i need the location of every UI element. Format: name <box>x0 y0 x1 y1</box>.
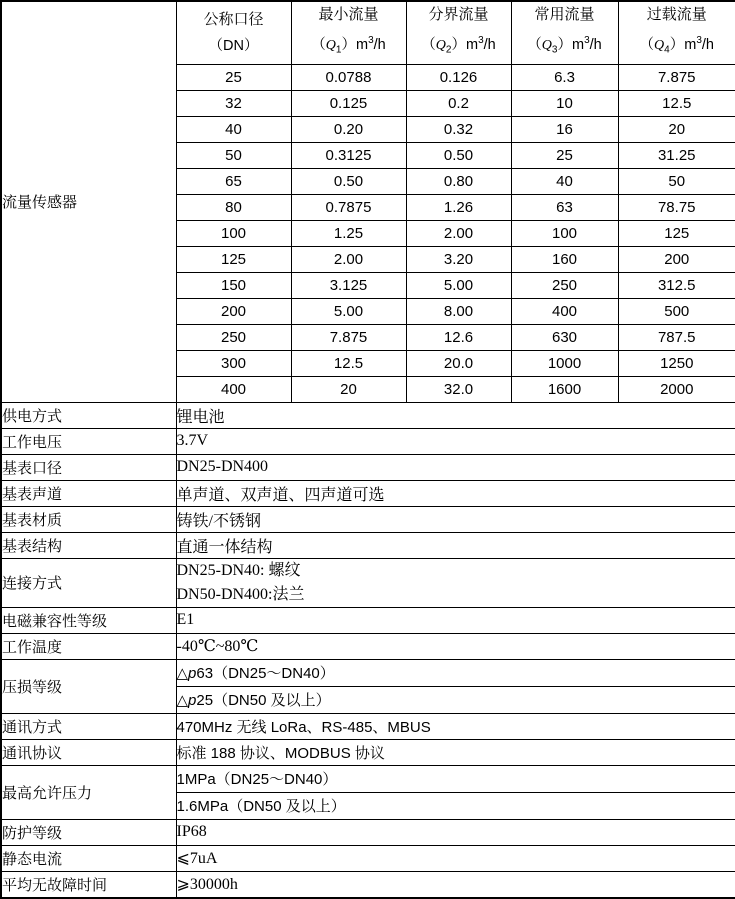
spec-value-base-meter-material: 铸铁/不锈钢 <box>176 506 735 532</box>
flow-cell: 63 <box>511 194 618 220</box>
col-header-unit: $(Q_3)m^3/h$ <box>527 35 602 56</box>
flow-cell: 312.5 <box>618 272 735 298</box>
spec-label-pressure-loss-grade: 压损等级 <box>1 659 176 713</box>
flow-cell: 6.3 <box>511 64 618 90</box>
spec-value-max-allowed-pressure-0: 1MPa（DN25～DN40） <box>176 765 735 792</box>
flow-cell: 7.875 <box>291 324 406 350</box>
flow-cell: 0.50 <box>291 168 406 194</box>
spec-row-communication-method <box>1 713 735 739</box>
flow-cell: 0.126 <box>406 64 511 90</box>
spec-value-static-current: ⩽7uA <box>176 845 735 871</box>
flow-cell: 12.6 <box>406 324 511 350</box>
col-header-1 <box>291 1 406 64</box>
flow-cell: 250 <box>176 324 291 350</box>
spec-value-line: DN50-DN400:法兰 <box>176 585 305 603</box>
flow-cell: 160 <box>511 246 618 272</box>
flow-cell: 1000 <box>511 350 618 376</box>
flow-cell: 80 <box>176 194 291 220</box>
spec-value-pressure-loss-grade-0: △p63（DN25～DN40） <box>176 659 735 686</box>
flow-cell: 40 <box>176 116 291 142</box>
flow-cell: 1.25 <box>291 220 406 246</box>
spec-value-base-meter-diameter: DN25-DN400 <box>176 454 735 480</box>
spec-row-max-allowed-pressure-0 <box>1 765 735 792</box>
spec-row-working-temperature <box>1 633 735 659</box>
spec-value-base-meter-structure: 直通一体结构 <box>176 532 735 558</box>
flow-cell: 12.5 <box>618 90 735 116</box>
flow-sensor-section-label: 流量传感器 <box>1 1 176 402</box>
flow-cell: 300 <box>176 350 291 376</box>
flow-cell: 25 <box>511 142 618 168</box>
spec-row-protection-grade <box>1 819 735 845</box>
flow-cell: 0.125 <box>291 90 406 116</box>
spec-value-emc-grade: E1 <box>176 607 735 633</box>
flow-cell: 8.00 <box>406 298 511 324</box>
spec-row-static-current <box>1 845 735 871</box>
spec-value-power-supply: 锂电池 <box>176 402 735 428</box>
col-header-title: 最小流量 <box>318 7 379 23</box>
flow-cell: 7.875 <box>618 64 735 90</box>
flow-cell: 0.50 <box>406 142 511 168</box>
flow-cell: 630 <box>511 324 618 350</box>
spec-label-base-meter-structure: 基表结构 <box>1 532 176 558</box>
flow-cell: 125 <box>176 246 291 272</box>
spec-label-static-current: 静态电流 <box>1 845 176 871</box>
flow-cell: 2.00 <box>291 246 406 272</box>
spec-row-base-meter-diameter <box>1 454 735 480</box>
spec-label-mtbf: 平均无故障时间 <box>1 871 176 898</box>
flow-cell: 500 <box>618 298 735 324</box>
spec-row-connection-type <box>1 558 735 607</box>
col-header-title: 常用流量 <box>534 7 595 23</box>
col-header-0 <box>176 1 291 64</box>
col-header-title: 分界流量 <box>428 7 489 23</box>
flow-cell: 5.00 <box>406 272 511 298</box>
spec-value-base-meter-channels: 单声道、双声道、四声道可选 <box>176 480 735 506</box>
spec-label-working-voltage: 工作电压 <box>1 428 176 454</box>
spec-value-pressure-loss-grade-1: △p25（DN50 及以上） <box>176 686 735 713</box>
flow-cell: 1250 <box>618 350 735 376</box>
flow-cell: 50 <box>618 168 735 194</box>
flow-cell: 400 <box>511 298 618 324</box>
spec-row-base-meter-material <box>1 506 735 532</box>
spec-label-connection-type: 连接方式 <box>1 558 176 607</box>
flow-cell: 20 <box>618 116 735 142</box>
spec-row-communication-protocol <box>1 739 735 765</box>
spec-label-protection-grade: 防护等级 <box>1 819 176 845</box>
flow-cell: 200 <box>176 298 291 324</box>
spec-value-communication-protocol: 标准 188 协议、MODBUS 协议 <box>176 739 735 765</box>
spec-row-working-voltage <box>1 428 735 454</box>
flow-cell: 400 <box>176 376 291 402</box>
flow-cell: 32 <box>176 90 291 116</box>
flow-cell: 1600 <box>511 376 618 402</box>
col-header-title: 公称口径 <box>203 11 264 28</box>
spec-value-working-temperature: -40℃~80℃ <box>176 633 735 659</box>
flow-header-row <box>1 1 735 64</box>
flow-cell: 78.75 <box>618 194 735 220</box>
spec-value-protection-grade: IP68 <box>176 819 735 845</box>
col-header-title: 过载流量 <box>646 7 707 23</box>
col-header-unit: $(Q_1)m^3/h$ <box>311 35 386 56</box>
flow-cell: 100 <box>511 220 618 246</box>
spec-label-power-supply: 供电方式 <box>1 402 176 428</box>
spec-value-communication-method: 470MHz 无线 LoRa、RS-485、MBUS <box>176 713 735 739</box>
flow-cell: 200 <box>618 246 735 272</box>
spec-label-base-meter-diameter: 基表口径 <box>1 454 176 480</box>
spec-row-pressure-loss-grade-0 <box>1 659 735 686</box>
spec-value-max-allowed-pressure-1: 1.6MPa（DN50 及以上） <box>176 792 735 819</box>
spec-row-mtbf <box>1 871 735 898</box>
flow-cell: 2000 <box>618 376 735 402</box>
flow-cell: 65 <box>176 168 291 194</box>
col-header-4 <box>618 1 735 64</box>
spec-label-base-meter-material: 基表材质 <box>1 506 176 532</box>
spec-label-communication-method: 通讯方式 <box>1 713 176 739</box>
spec-value-line: DN25-DN40: 螺纹 <box>176 561 301 579</box>
flow-cell: 0.32 <box>406 116 511 142</box>
col-header-2 <box>406 1 511 64</box>
flow-cell: 25 <box>176 64 291 90</box>
col-header-unit: （DN） <box>208 37 259 54</box>
spec-label-emc-grade: 电磁兼容性等级 <box>1 607 176 633</box>
spec-label-communication-protocol: 通讯协议 <box>1 739 176 765</box>
flow-cell: 32.0 <box>406 376 511 402</box>
spec-rows-body <box>1 402 735 898</box>
flow-cell: 20.0 <box>406 350 511 376</box>
flow-cell: 20 <box>291 376 406 402</box>
flow-cell: 0.7875 <box>291 194 406 220</box>
spec-row-power-supply <box>1 402 735 428</box>
flow-cell: 10 <box>511 90 618 116</box>
spec-value-working-voltage: 3.7V <box>176 428 735 454</box>
spec-row-emc-grade <box>1 607 735 633</box>
flow-cell: 150 <box>176 272 291 298</box>
flow-cell: 100 <box>176 220 291 246</box>
flow-cell: 0.3125 <box>291 142 406 168</box>
spec-row-base-meter-structure <box>1 532 735 558</box>
col-header-unit: $(Q_4)m^3/h$ <box>639 35 714 56</box>
flow-cell: 2.00 <box>406 220 511 246</box>
col-header-unit: $(Q_2)m^3/h$ <box>421 35 496 56</box>
flow-cell: 31.25 <box>618 142 735 168</box>
flow-cell: 250 <box>511 272 618 298</box>
spec-value-mtbf: ⩾30000h <box>176 871 735 898</box>
spec-label-base-meter-channels: 基表声道 <box>1 480 176 506</box>
flow-table-body <box>1 1 735 402</box>
flow-cell: 3.20 <box>406 246 511 272</box>
col-header-3 <box>511 1 618 64</box>
spec-value-connection-type <box>176 558 735 607</box>
flow-cell: 787.5 <box>618 324 735 350</box>
flow-cell: 1.26 <box>406 194 511 220</box>
flow-cell: 5.00 <box>291 298 406 324</box>
flow-cell: 0.2 <box>406 90 511 116</box>
flow-cell: 50 <box>176 142 291 168</box>
spec-label-working-temperature: 工作温度 <box>1 633 176 659</box>
flow-cell: 125 <box>618 220 735 246</box>
flow-cell: 40 <box>511 168 618 194</box>
flow-cell: 0.80 <box>406 168 511 194</box>
spec-label-max-allowed-pressure: 最高允许压力 <box>1 765 176 819</box>
spec-row-base-meter-channels <box>1 480 735 506</box>
flow-cell: 12.5 <box>291 350 406 376</box>
flow-cell: 3.125 <box>291 272 406 298</box>
flow-cell: 16 <box>511 116 618 142</box>
flow-cell: 0.0788 <box>291 64 406 90</box>
flow-cell: 0.20 <box>291 116 406 142</box>
